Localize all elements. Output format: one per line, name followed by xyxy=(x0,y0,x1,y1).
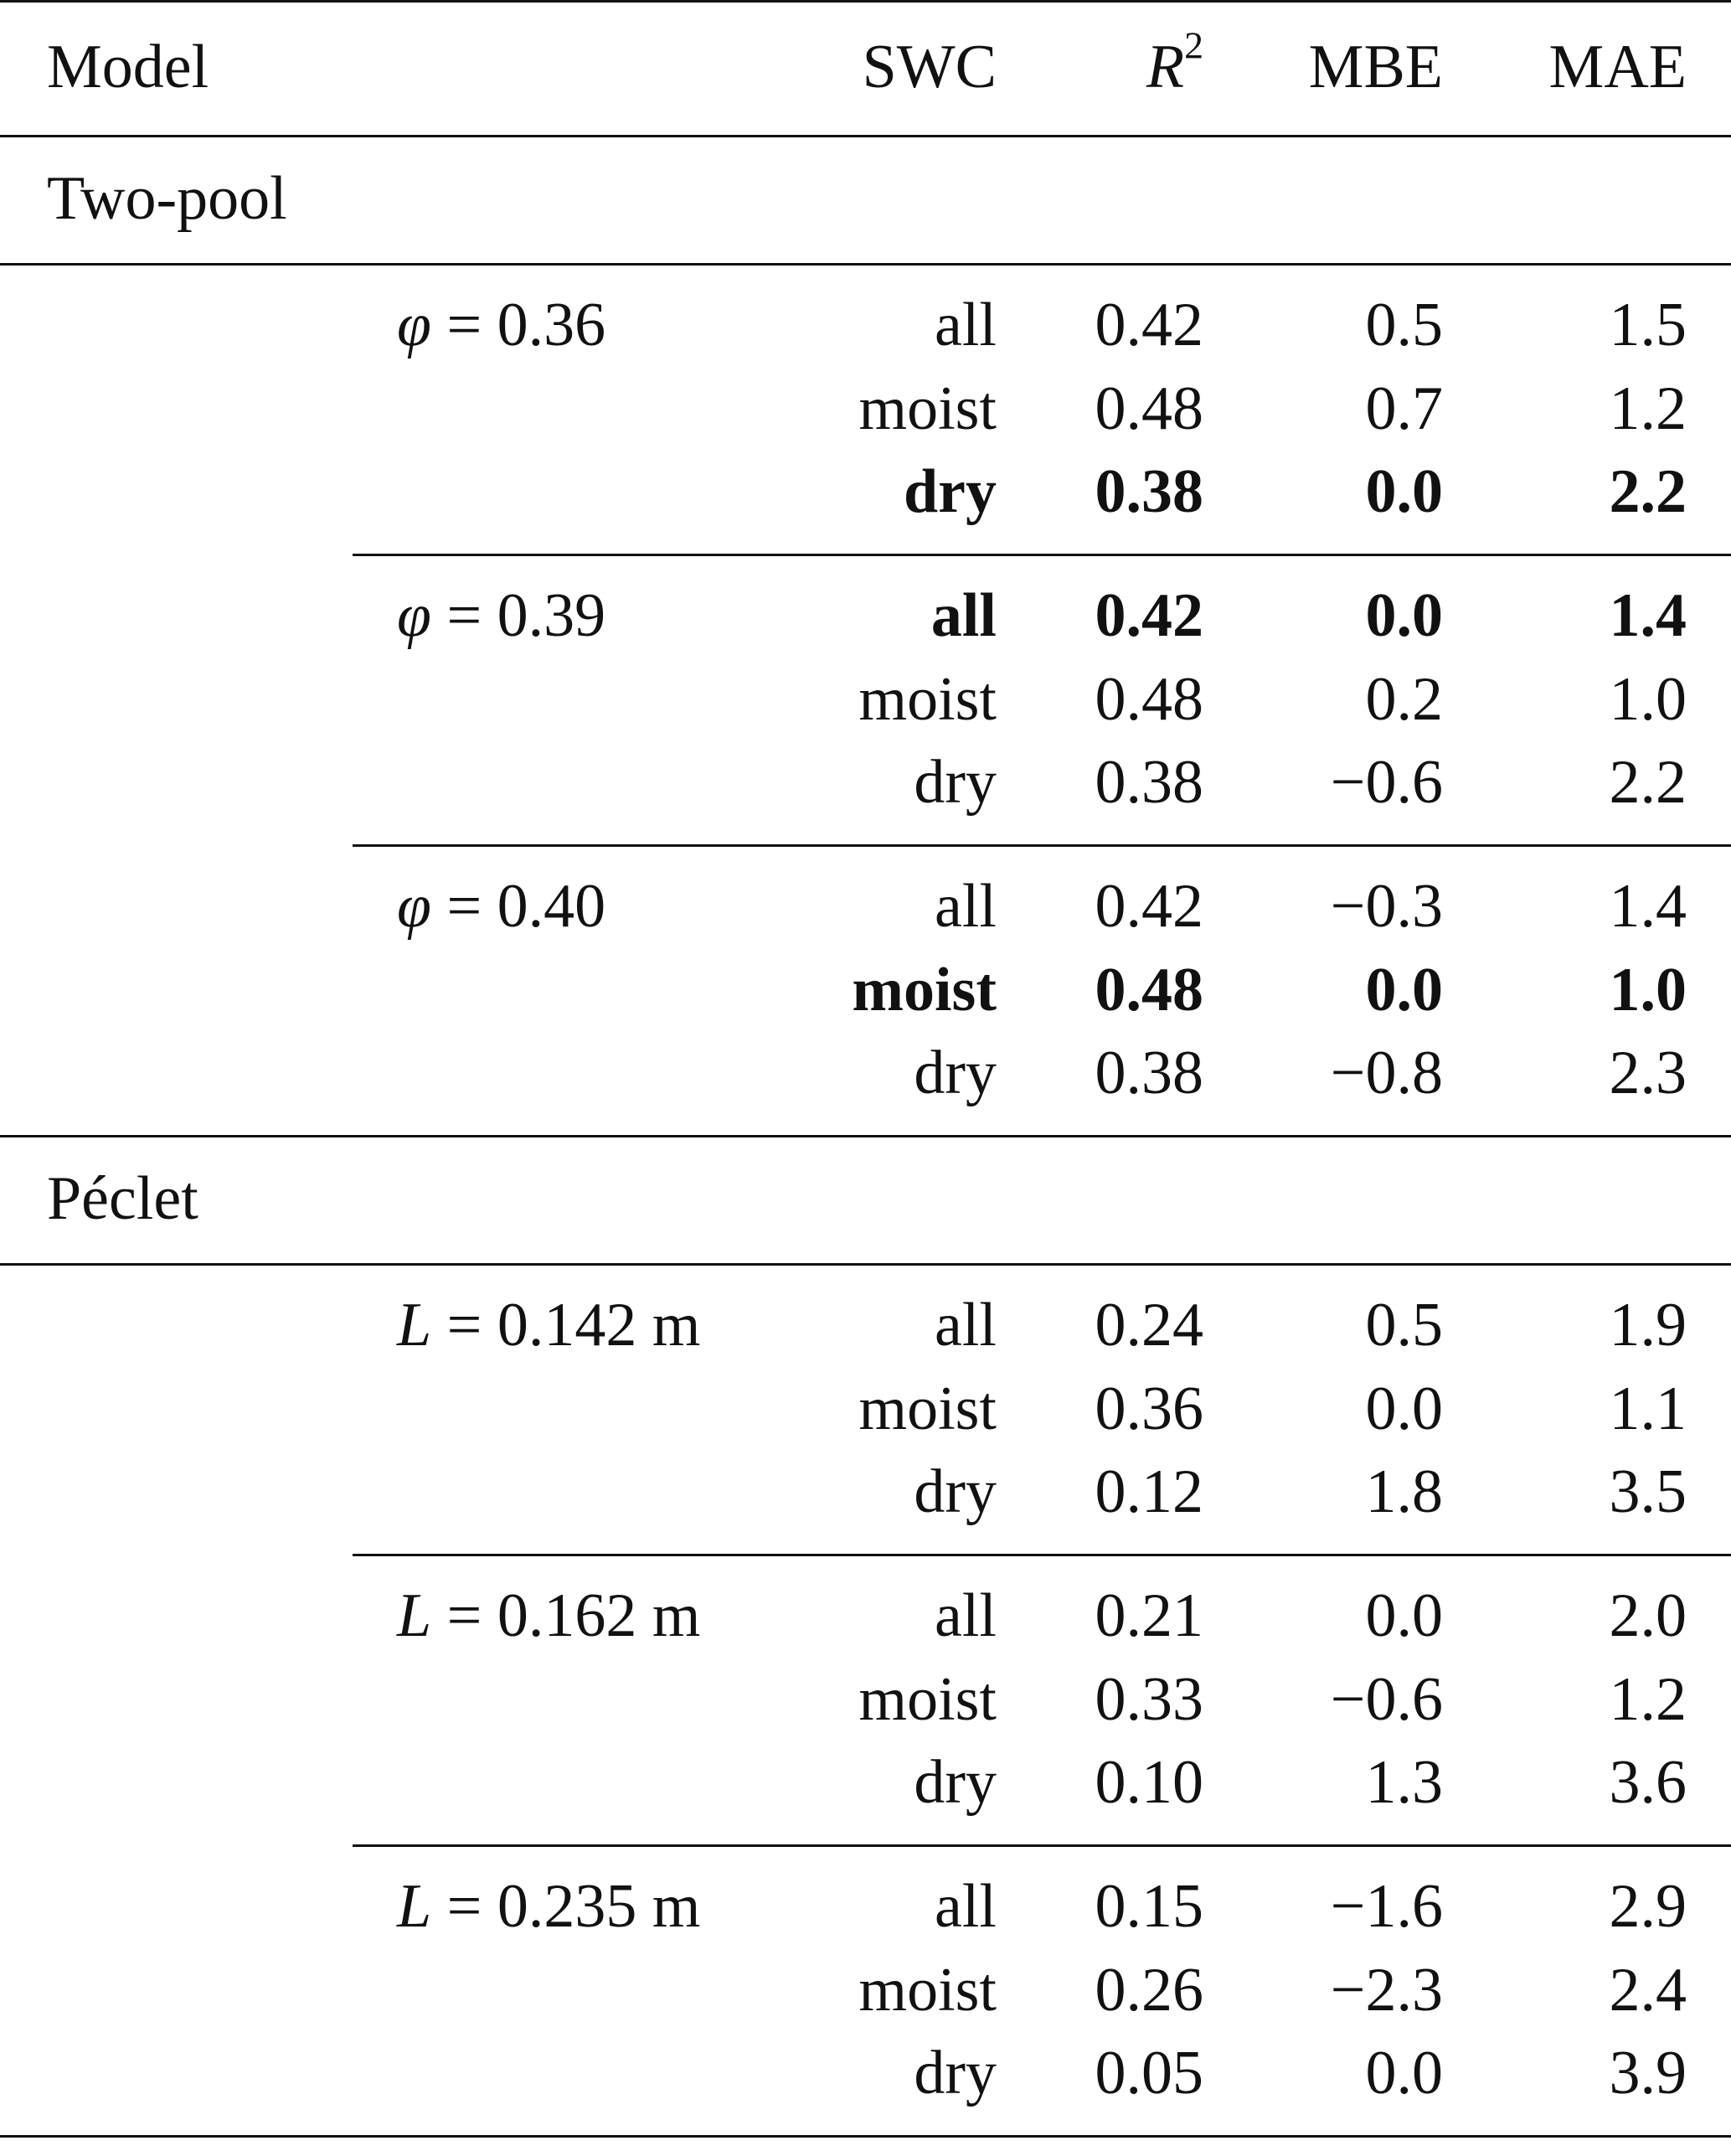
cell-mbe: 1.3 xyxy=(1365,1748,1443,1817)
cell-r2: 0.48 xyxy=(1095,664,1203,734)
cell-r2: 0.38 xyxy=(1095,1039,1203,1107)
cell-mae: 2.2 xyxy=(1609,457,1687,526)
cell-swc: dry xyxy=(914,1039,997,1107)
cell-swc: moist xyxy=(858,374,997,443)
cell-mae: 1.5 xyxy=(1609,291,1687,359)
cell-swc: all xyxy=(935,1291,997,1359)
cell-mbe: 0.2 xyxy=(1365,664,1443,734)
cell-mbe: 0.0 xyxy=(1365,2039,1443,2107)
cell-mae: 1.1 xyxy=(1609,1374,1687,1443)
cell-mbe: 0.7 xyxy=(1365,374,1443,443)
group-end-rule xyxy=(0,2135,1731,2138)
block-rule xyxy=(353,554,1731,556)
cell-r2: 0.42 xyxy=(1095,581,1203,650)
cell-mbe: 0.0 xyxy=(1365,955,1443,1024)
cell-mae: 1.2 xyxy=(1609,1664,1687,1734)
cell-swc: moist xyxy=(852,955,997,1024)
cell-r2: 0.48 xyxy=(1095,374,1203,443)
group-end-rule xyxy=(0,1135,1731,1137)
cell-r2: 0.21 xyxy=(1095,1581,1203,1650)
cell-mae: 3.5 xyxy=(1609,1457,1687,1526)
block-rule xyxy=(353,844,1731,847)
header-mae: MAE xyxy=(1548,33,1687,101)
group-rule xyxy=(0,1263,1731,1266)
cell-r2: 0.26 xyxy=(1095,1955,1203,2024)
cell-swc: dry xyxy=(914,1457,997,1526)
parameter-label xyxy=(397,581,606,650)
block-rule xyxy=(353,1554,1731,1556)
cell-mae: 1.2 xyxy=(1609,374,1687,443)
header-swc: SWC xyxy=(862,33,997,101)
cell-r2: 0.33 xyxy=(1095,1664,1203,1734)
cell-swc: moist xyxy=(858,1664,997,1734)
cell-swc: dry xyxy=(904,457,997,526)
parameter-value: = 0.235 m xyxy=(431,1872,701,1941)
cell-mae: 3.9 xyxy=(1609,2039,1687,2107)
parameter-symbol: φ xyxy=(397,581,431,650)
cell-r2: 0.12 xyxy=(1095,1457,1203,1526)
cell-r2: 0.38 xyxy=(1095,457,1203,526)
header-model: Model xyxy=(47,33,209,101)
cell-swc: moist xyxy=(858,1955,997,2024)
cell-mae: 2.4 xyxy=(1609,1955,1687,2024)
cell-swc: all xyxy=(935,291,997,359)
cell-mae: 1.9 xyxy=(1609,1291,1687,1359)
cell-r2: 0.42 xyxy=(1095,291,1203,359)
cell-mbe: −0.6 xyxy=(1330,1664,1443,1734)
cell-swc: moist xyxy=(858,1374,997,1443)
cell-mbe: −0.3 xyxy=(1330,872,1443,941)
cell-swc: moist xyxy=(858,664,997,734)
cell-mbe: −0.8 xyxy=(1330,1039,1443,1107)
parameter-symbol: L xyxy=(397,1291,432,1359)
parameter-label xyxy=(397,1581,701,1650)
cell-r2: 0.36 xyxy=(1095,1374,1203,1443)
parameter-label xyxy=(397,291,606,359)
parameter-label xyxy=(397,1291,701,1359)
cell-mbe: 1.8 xyxy=(1365,1457,1443,1526)
cell-mbe: −0.6 xyxy=(1330,748,1443,817)
cell-mae: 1.0 xyxy=(1609,664,1687,734)
cell-r2: 0.24 xyxy=(1095,1291,1203,1359)
parameter-symbol: φ xyxy=(397,291,431,359)
parameter-value: = 0.162 m xyxy=(431,1581,701,1650)
cell-mae: 1.4 xyxy=(1609,872,1687,941)
cell-r2: 0.05 xyxy=(1095,2039,1203,2107)
group-label: Péclet xyxy=(47,1164,198,1233)
block-rule xyxy=(353,1844,1731,1847)
header-r2 xyxy=(1146,23,1203,101)
cell-r2: 0.48 xyxy=(1095,955,1203,1024)
cell-mae: 3.6 xyxy=(1609,1748,1687,1817)
cell-swc: dry xyxy=(914,1748,997,1817)
cell-mae: 2.0 xyxy=(1609,1581,1687,1650)
cell-mbe: 0.0 xyxy=(1365,581,1443,650)
cell-swc: all xyxy=(935,872,997,941)
cell-r2: 0.10 xyxy=(1095,1748,1203,1817)
cell-swc: all xyxy=(935,1872,997,1941)
cell-mae: 2.2 xyxy=(1609,748,1687,817)
parameter-label xyxy=(397,872,606,941)
cell-mbe: 0.5 xyxy=(1365,291,1443,359)
cell-r2: 0.42 xyxy=(1095,872,1203,941)
cell-mbe: 0.0 xyxy=(1365,457,1443,526)
cell-mbe: 0.0 xyxy=(1365,1374,1443,1443)
group-label: Two-pool xyxy=(47,164,287,233)
parameter-symbol: φ xyxy=(397,872,431,941)
header-mbe: MBE xyxy=(1308,33,1443,101)
cell-mbe: −1.6 xyxy=(1330,1872,1443,1941)
top-rule xyxy=(0,0,1731,3)
cell-swc: dry xyxy=(914,2039,997,2107)
cell-swc: dry xyxy=(914,748,997,817)
header-rule xyxy=(0,135,1731,137)
cell-mbe: 0.0 xyxy=(1365,1581,1443,1650)
group-rule xyxy=(0,263,1731,266)
cell-swc: all xyxy=(930,581,997,650)
parameter-value: = 0.40 xyxy=(430,872,606,941)
cell-mbe: −2.3 xyxy=(1330,1955,1443,2024)
header-r2-sup: 2 xyxy=(1184,23,1203,67)
parameter-label xyxy=(397,1872,701,1941)
cell-mae: 2.9 xyxy=(1609,1872,1687,1941)
header-r2-base: R xyxy=(1146,33,1185,101)
parameter-value: = 0.39 xyxy=(430,581,606,650)
cell-r2: 0.38 xyxy=(1095,748,1203,817)
cell-mae: 1.4 xyxy=(1609,581,1687,650)
parameter-value: = 0.142 m xyxy=(431,1291,701,1359)
cell-r2: 0.15 xyxy=(1095,1872,1203,1941)
cell-mae: 1.0 xyxy=(1609,955,1687,1024)
parameter-symbol: L xyxy=(397,1581,432,1650)
parameter-value: = 0.36 xyxy=(430,291,606,359)
cell-swc: all xyxy=(935,1581,997,1650)
cell-mbe: 0.5 xyxy=(1365,1291,1443,1359)
parameter-symbol: L xyxy=(397,1872,432,1941)
cell-mae: 2.3 xyxy=(1609,1039,1687,1107)
